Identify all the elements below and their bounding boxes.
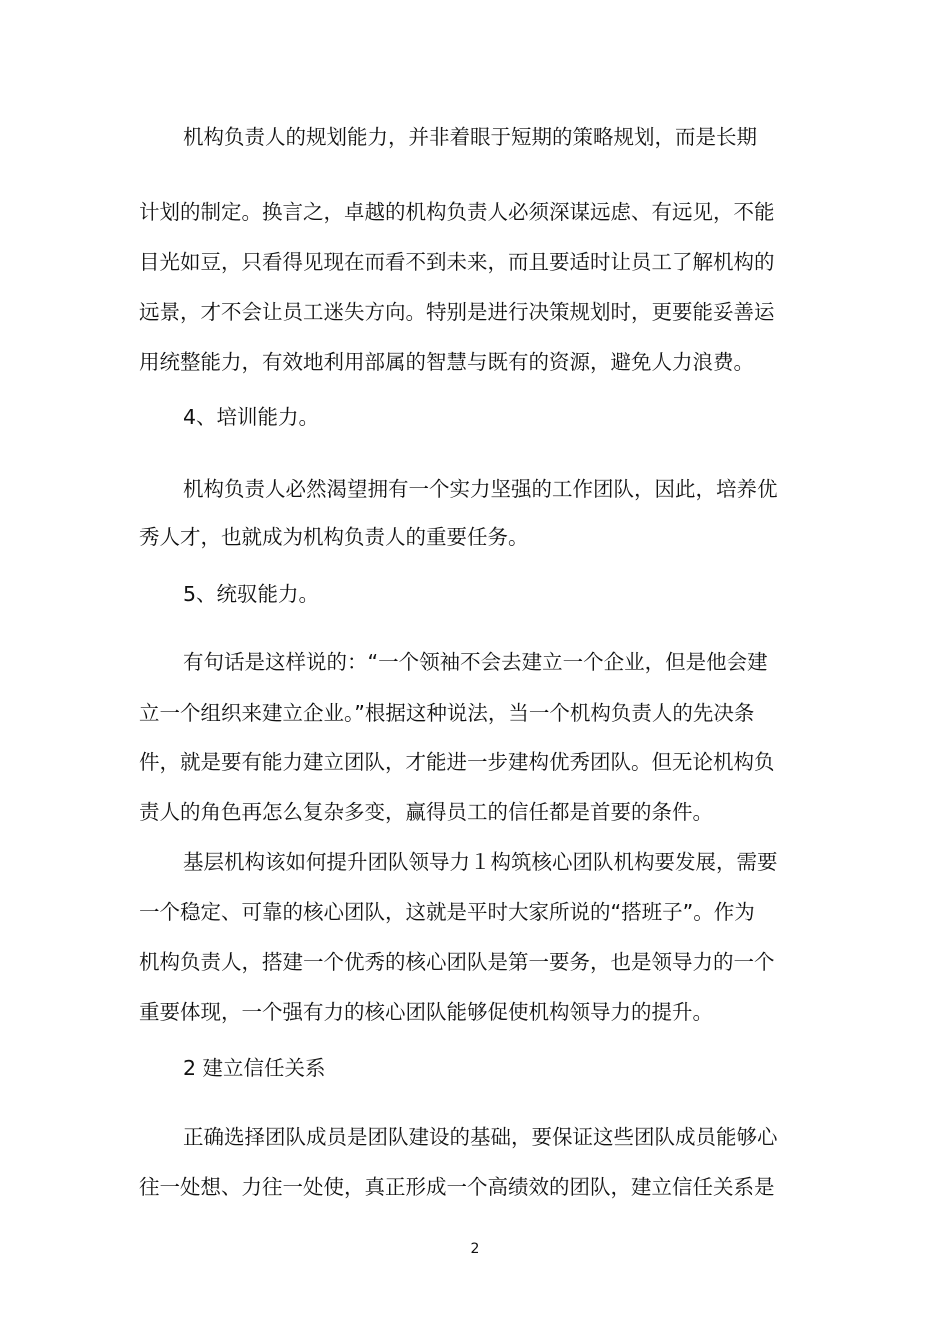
paragraph-line: 机构负责人的规划能力，并非着眼于短期的策略规划，而是长期 <box>183 125 757 149</box>
section-heading: 5、统驭能力。 <box>183 582 320 606</box>
section-heading: 2 建立信任关系 <box>183 1056 326 1080</box>
paragraph-line: 责人的角色再怎么复杂多变，赢得员工的信任都是首要的条件。 <box>139 800 713 824</box>
paragraph-line: 往一处想、力往一处使，真正形成一个高绩效的团队，建立信任关系是 <box>139 1175 775 1199</box>
paragraph-line: 计划的制定。换言之，卓越的机构负责人必须深谋远虑、有远见，不能 <box>139 200 775 224</box>
paragraph-line: 立一个组织来建立企业。”根据这种说法，当一个机构负责人的先决条 <box>139 701 755 725</box>
paragraph-line: 重要体现，一个强有力的核心团队能够促使机构领导力的提升。 <box>139 1000 713 1024</box>
paragraph-line: 有句话是这样说的：“一个领袖不会去建立一个企业，但是他会建 <box>183 650 768 674</box>
section-heading: 4、培训能力。 <box>183 405 320 429</box>
paragraph-line: 件，就是要有能力建立团队，才能进一步建构优秀团队。但无论机构负 <box>139 750 775 774</box>
paragraph-line: 远景，才不会让员工迷失方向。特别是进行决策规划时，更要能妥善运 <box>139 300 775 324</box>
paragraph-line: 基层机构该如何提升团队领导力１构筑核心团队机构要发展，需要 <box>183 850 778 874</box>
paragraph-line: 秀人才，也就成为机构负责人的重要任务。 <box>139 525 529 549</box>
paragraph-line: 用统整能力，有效地利用部属的智慧与既有的资源，避免人力浪费。 <box>139 350 754 374</box>
paragraph-line: 机构负责人必然渴望拥有一个实力坚强的工作团队，因此，培养优 <box>183 477 778 501</box>
paragraph-line: 正确选择团队成员是团队建设的基础，要保证这些团队成员能够心 <box>183 1125 778 1149</box>
paragraph-line: 目光如豆，只看得见现在而看不到未来，而且要适时让员工了解机构的 <box>139 250 775 274</box>
paragraph-line: 机构负责人，搭建一个优秀的核心团队是第一要务，也是领导力的一个 <box>139 950 775 974</box>
paragraph-line: 一个稳定、可靠的核心团队，这就是平时大家所说的“搭班子”。作为 <box>139 900 755 924</box>
page-number: 2 <box>470 1241 480 1257</box>
